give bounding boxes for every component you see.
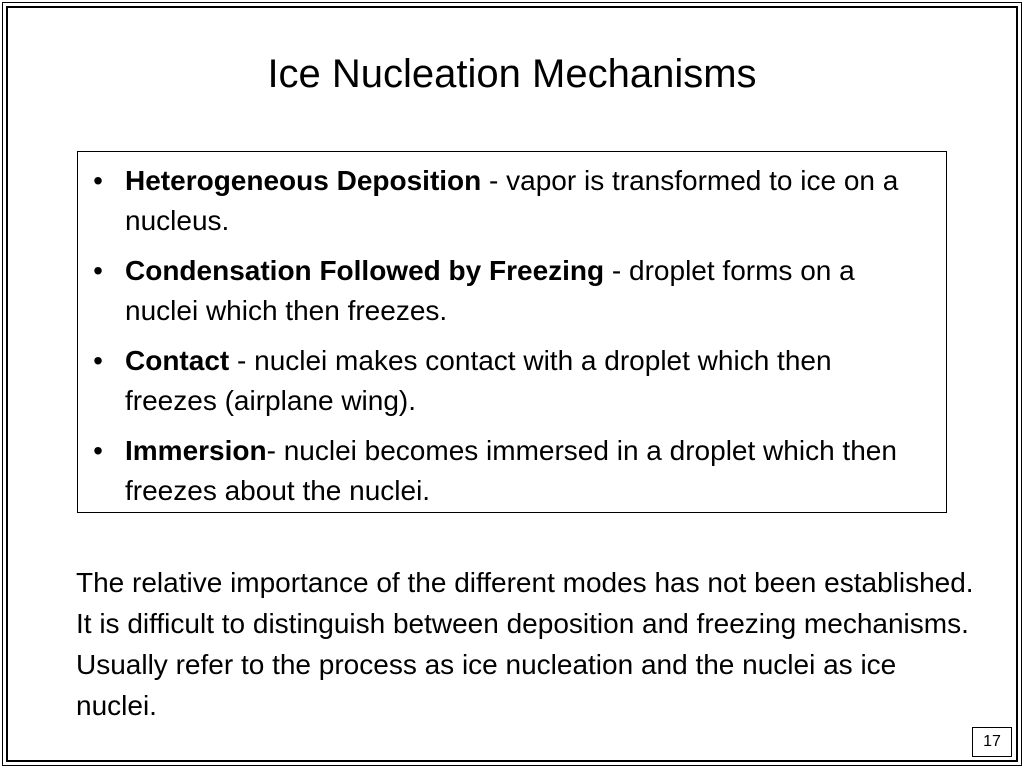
- mechanism-item-condensation-freezing: [78, 251, 946, 331]
- mechanism-description: - nuclei becomes immersed in a droplet which then freezes about the nuclei.: [125, 435, 897, 506]
- bullet-icon: •: [93, 255, 103, 286]
- mechanism-description: - droplet forms on a nuclei which then freezes.: [125, 255, 855, 326]
- page-number: 17: [972, 727, 1012, 757]
- summary-paragraph: The relative importance of the different modes has not been established. It is difficult to distinguish between deposition and freezing mechanisms. Usually refer to the process as ice nucleation and the nuclei as ice nuclei.: [76, 567, 974, 721]
- bullet-icon: •: [93, 345, 103, 376]
- bullet-icon: •: [93, 165, 103, 196]
- mechanism-term: Contact: [125, 345, 230, 376]
- mechanism-term: Condensation Followed by Freezing: [125, 255, 605, 286]
- bullet-icon: •: [93, 435, 103, 466]
- mechanism-item-immersion: [78, 431, 946, 511]
- mechanisms-list: [78, 161, 946, 521]
- slide-title: Ice Nucleation Mechanisms: [267, 52, 757, 96]
- mechanism-term: Heterogeneous Deposition: [125, 165, 482, 196]
- mechanisms-box: [77, 151, 947, 513]
- mechanism-description: - vapor is transformed to ice on a nucleus.: [125, 165, 899, 236]
- mechanism-description: - nuclei makes contact with a droplet which then freezes (airplane wing).: [125, 345, 832, 416]
- mechanism-item-deposition: [78, 161, 946, 241]
- mechanism-item-contact: [78, 341, 946, 421]
- mechanism-term: Immersion: [125, 435, 267, 466]
